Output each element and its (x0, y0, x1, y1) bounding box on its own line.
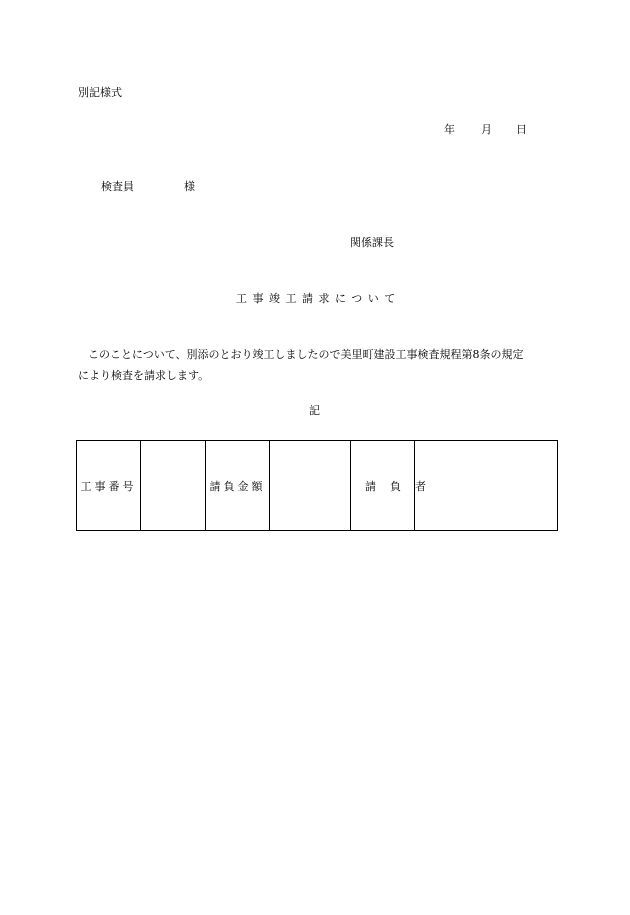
table-row (77, 441, 558, 531)
contract-amount-value (270, 441, 351, 531)
inspection-info-table (76, 440, 558, 531)
date-day-label: 日 (516, 123, 527, 136)
document-title: 工事竣工請求について (236, 292, 401, 305)
contractor-label: 請負者 (351, 441, 415, 531)
addressee-title: 検査員 (101, 180, 134, 193)
addressee-honorific: 様 (184, 180, 195, 193)
date-year-label: 年 (444, 123, 455, 136)
form-label: 別記様式 (78, 86, 122, 99)
contract-amount-label: 請負金額 (206, 441, 270, 531)
date-month-label: 月 (481, 123, 492, 136)
body-text-line-1: このことについて、別添のとおり竣工しましたので美里町建設工事検査規程第8条の規定 (88, 348, 524, 361)
note-heading: 記 (309, 404, 320, 417)
body-text-line-2: により検査を請求します。 (78, 369, 210, 382)
construction-number-value (141, 441, 206, 531)
sender-name: 関係課長 (350, 236, 394, 249)
construction-number-label: 工事番号 (77, 441, 141, 531)
